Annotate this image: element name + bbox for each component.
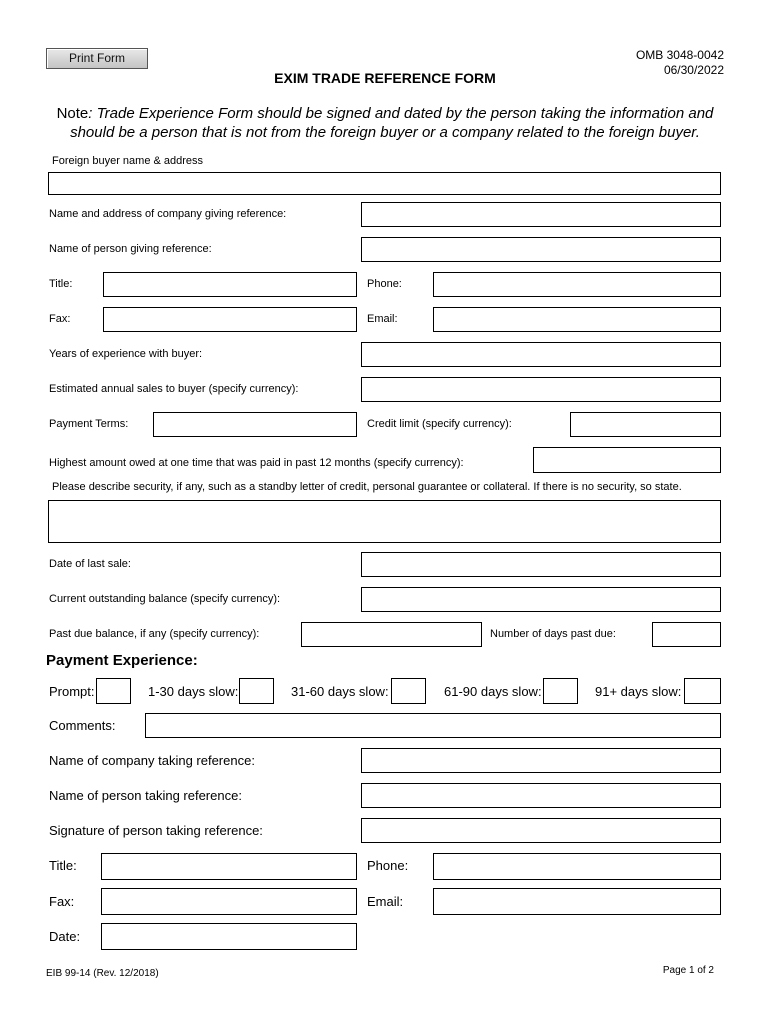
giver-email-label: Email: [367, 313, 398, 325]
taker-title-input[interactable] [101, 853, 357, 880]
signature-input[interactable] [361, 818, 721, 843]
years-experience-input[interactable] [361, 342, 721, 367]
taker-phone-label: Phone: [367, 858, 409, 873]
slow-1-30-label: 1-30 days slow: [148, 684, 239, 699]
company-giving-reference-label: Name and address of company giving reference: [49, 208, 287, 220]
taker-title-label: Title: [49, 858, 77, 873]
slow-31-60-input[interactable] [391, 678, 426, 704]
foreign-buyer-input[interactable] [48, 172, 721, 195]
credit-limit-input[interactable] [570, 412, 721, 437]
giver-title-label: Title: [49, 278, 73, 290]
note-paragraph [40, 104, 730, 142]
form-id: EIB 99-14 (Rev. 12/2018) [46, 968, 159, 979]
days-past-due-label: Number of days past due: [490, 628, 616, 640]
annual-sales-label: Estimated annual sales to buyer (specify currency): [49, 383, 299, 395]
highest-amount-input[interactable] [533, 447, 721, 473]
giver-phone-input[interactable] [433, 272, 721, 297]
comments-input[interactable] [145, 713, 721, 738]
annual-sales-input[interactable] [361, 377, 721, 402]
outstanding-balance-input[interactable] [361, 587, 721, 612]
prompt-label: Prompt: [49, 684, 95, 699]
slow-91-plus-input[interactable] [684, 678, 721, 704]
giver-phone-label: Phone: [367, 278, 402, 290]
person-taking-reference-input[interactable] [361, 783, 721, 808]
comments-label: Comments: [49, 718, 116, 733]
payment-terms-label: Payment Terms: [49, 418, 129, 430]
foreign-buyer-label: Foreign buyer name & address [52, 155, 204, 167]
payment-experience-heading: Payment Experience: [46, 652, 198, 669]
person-giving-reference-input[interactable] [361, 237, 721, 262]
taker-fax-label: Fax: [49, 894, 75, 909]
omb-expiration-date: 06/30/2022 [663, 63, 724, 77]
giver-title-input[interactable] [103, 272, 357, 297]
form-title: EXIM TRADE REFERENCE FORM [274, 70, 496, 86]
security-input[interactable] [48, 500, 721, 543]
credit-limit-label: Credit limit (specify currency): [367, 418, 512, 430]
slow-91-plus-label: 91+ days slow: [595, 684, 682, 699]
company-giving-reference-input[interactable] [361, 202, 721, 227]
past-due-balance-input[interactable] [301, 622, 482, 647]
taker-email-input[interactable] [433, 888, 721, 915]
omb-number: OMB 3048-0042 [635, 48, 724, 62]
outstanding-balance-label: Current outstanding balance (specify currency): [49, 593, 281, 605]
slow-61-90-label: 61-90 days slow: [444, 684, 542, 699]
company-taking-reference-label: Name of company taking reference: [49, 753, 255, 768]
note-text: : Trade Experience Form should be signed and dated by the person taking the information and should be a person that is not from the foreign buyer or a company related to the foreign buyer. [70, 105, 714, 141]
note-prefix: Note [56, 105, 89, 122]
security-label: Please describe security, if any, such as a standby letter of credit, personal guarantee or collateral. If there is no security, so state. [52, 481, 682, 493]
taker-date-input[interactable] [101, 923, 357, 950]
taker-phone-input[interactable] [433, 853, 721, 880]
slow-1-30-input[interactable] [239, 678, 274, 704]
giver-fax-input[interactable] [103, 307, 357, 332]
person-giving-reference-label: Name of person giving reference: [49, 243, 212, 255]
last-sale-input[interactable] [361, 552, 721, 577]
company-taking-reference-input[interactable] [361, 748, 721, 773]
days-past-due-input[interactable] [652, 622, 721, 647]
slow-61-90-input[interactable] [543, 678, 578, 704]
last-sale-label: Date of last sale: [49, 558, 131, 570]
taker-email-label: Email: [367, 894, 404, 909]
past-due-balance-label: Past due balance, if any (specify currency): [49, 628, 260, 640]
taker-date-label: Date: [49, 929, 81, 944]
giver-email-input[interactable] [433, 307, 721, 332]
highest-amount-label: Highest amount owed at one time that was paid in past 12 months (specify currency): [49, 457, 464, 469]
signature-label: Signature of person taking reference: [49, 823, 263, 838]
slow-31-60-label: 31-60 days slow: [291, 684, 389, 699]
years-experience-label: Years of experience with buyer: [49, 348, 203, 360]
person-taking-reference-label: Name of person taking reference: [49, 788, 242, 803]
page-number: Page 1 of 2 [662, 965, 714, 976]
payment-terms-input[interactable] [153, 412, 357, 437]
print-form-button[interactable]: Print Form [46, 48, 148, 69]
taker-fax-input[interactable] [101, 888, 357, 915]
giver-fax-label: Fax: [49, 313, 71, 325]
prompt-input[interactable] [96, 678, 131, 704]
